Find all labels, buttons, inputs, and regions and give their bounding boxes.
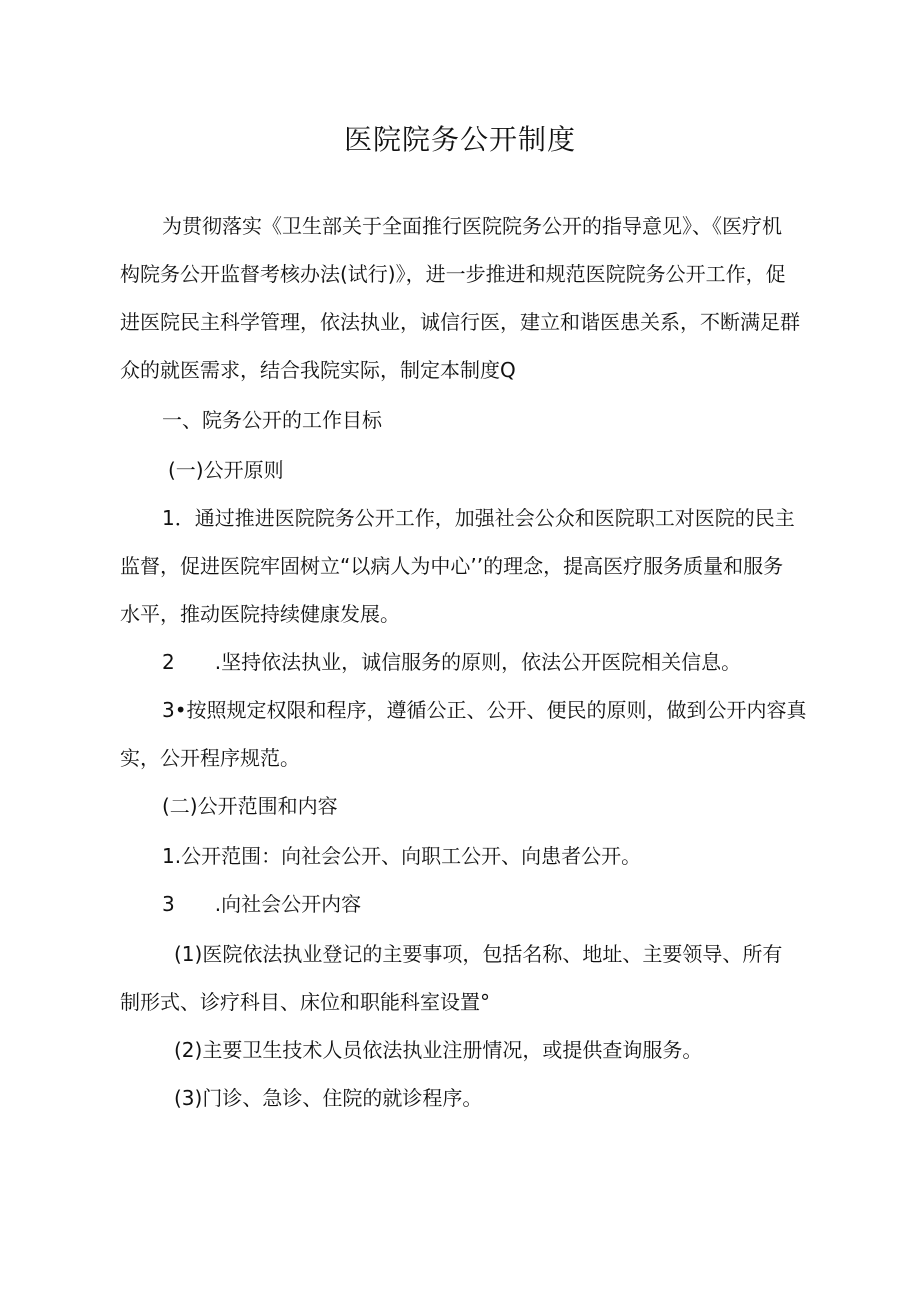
- text-line: 构院务公开监督考核办法(试行)》，进一步推进和规范医院院务公开工作，促: [120, 262, 786, 286]
- subsection-heading: [120, 782, 810, 830]
- list-item: [120, 1074, 810, 1122]
- text-line: 3•按照规定权限和程序，遵循公正、公开、便民的原则，做到公开内容真: [162, 698, 807, 722]
- text-line: 2 .坚持依法执业，诚信服务的原则，依法公开医院相关信息。: [162, 650, 742, 674]
- list-item: [120, 930, 810, 1026]
- text-line: 为贯彻落实《卫生部关于全面推行医院院务公开的指导意见》、《医疗机: [162, 214, 782, 238]
- text-line: 1.公开范围：向社会公开、向职工公开、向患者公开。: [162, 844, 642, 868]
- text-line: (一)公开原则: [168, 458, 284, 482]
- list-item: [120, 686, 810, 782]
- subsection-heading: [120, 446, 810, 494]
- text-line: 进医院民主科学管理，依法执业，诚信行医，建立和谐医患关系，不断满足群: [120, 310, 800, 334]
- text-line: (3)门诊、急诊、住院的就诊程序。: [174, 1086, 483, 1110]
- text-line: 水平，推动医院持续健康发展。: [120, 602, 400, 626]
- text-line: 众的就医需求，结合我院实际，制定本制度Q: [120, 358, 516, 382]
- text-line: 监督，促进医院牢固树立“以病人为中心’’的理念，提高医疗服务质量和服务: [120, 554, 784, 578]
- list-item: [120, 494, 810, 638]
- list-item: [120, 832, 810, 880]
- section-heading: [120, 396, 810, 444]
- list-item: [120, 880, 810, 928]
- text-line: (2)主要卫生技术人员依法执业注册情况，或提供查询服务。: [174, 1038, 703, 1062]
- paragraph-intro: [120, 202, 810, 394]
- text-line: (1)医院依法执业登记的主要事项，包括名称、地址、主要领导、所有: [174, 942, 783, 966]
- document-title: 医院院务公开制度: [343, 123, 576, 156]
- list-item: [120, 1026, 810, 1074]
- text-line: 一、院务公开的工作目标: [162, 408, 382, 432]
- text-line: 实，公开程序规范。: [120, 746, 300, 770]
- text-line: 1．通过推进医院院务公开工作，加强社会公众和医院职工对医院的民主: [162, 506, 795, 530]
- text-line: 3 .向社会公开内容: [162, 892, 362, 916]
- text-line: 制形式、诊疗科目、床位和职能科室设置°: [120, 990, 490, 1014]
- text-line: (二)公开范围和内容: [162, 794, 338, 818]
- list-item: [120, 638, 810, 686]
